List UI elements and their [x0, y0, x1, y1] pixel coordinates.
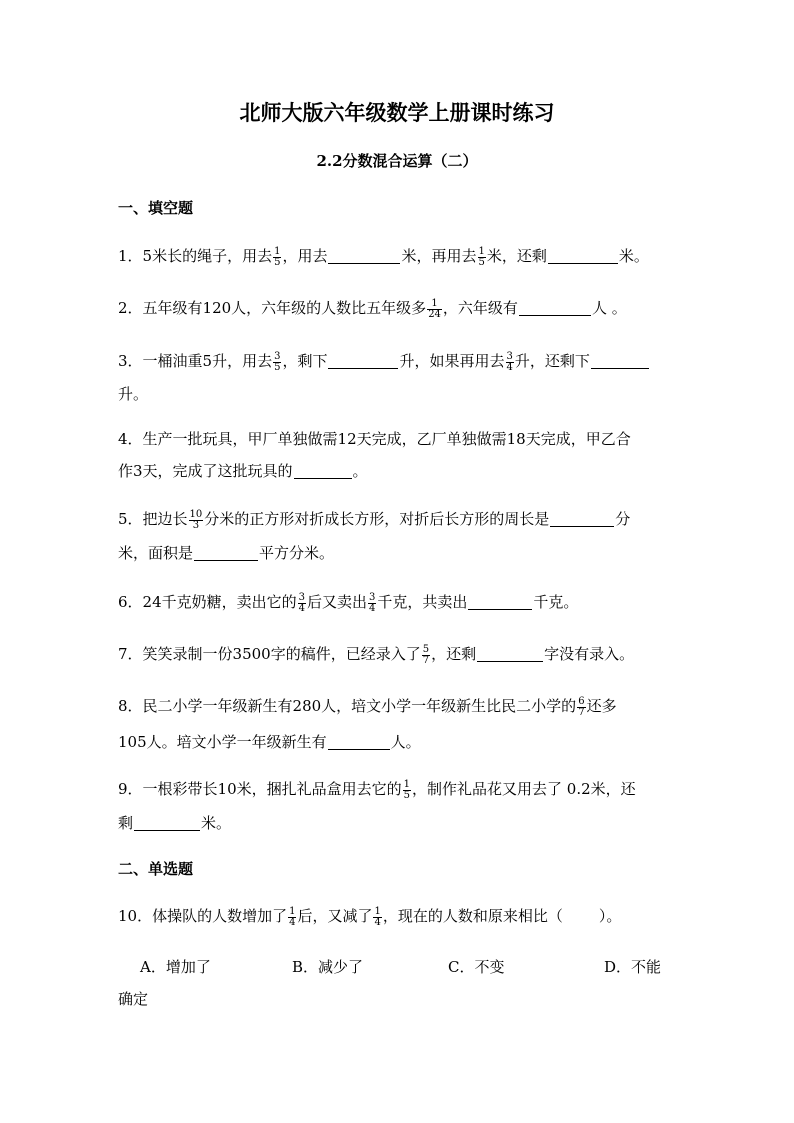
- answer-blank[interactable]: [548, 249, 618, 264]
- answer-blank[interactable]: [328, 354, 398, 369]
- question-5-cont: 米，面积是 平方分米。: [118, 544, 335, 562]
- fraction: $\frac{10}{3}$: [189, 508, 203, 531]
- fraction: $\frac{3}{5}$: [274, 350, 281, 373]
- answer-blank[interactable]: [591, 354, 649, 369]
- question-6: 6．24千克奶糖，卖出它的 $\frac{3}{4}$ 后又卖出 $\frac{3}{4}$ 千克，共卖出 千克。: [118, 591, 579, 614]
- question-1: 1．5米长的绳子，用去 $\frac{1}{5}$ ，用去 米，再用去 $\frac{1}{5}$ 米，还剩 米。: [118, 245, 649, 268]
- question-4-cont: 作3天，完成了这批玩具的 。: [118, 462, 368, 480]
- question-2: 2．五年级有120人，六年级的人数比五年级多 $\frac{1}{24}$ ，六年级有 人 。: [118, 297, 627, 320]
- fraction: $\frac{1}{4}$: [374, 905, 381, 928]
- answer-blank[interactable]: [550, 512, 614, 527]
- section-fill-heading: 一、填空题: [118, 199, 194, 217]
- question-4: 4．生产一批玩具，甲厂单独做需12天完成，乙厂单独做需18天完成，甲乙合: [118, 430, 631, 448]
- answer-blank[interactable]: [519, 301, 591, 316]
- choice-option-c[interactable]: C．不变: [448, 958, 505, 976]
- fraction: $\frac{6}{7}$: [578, 695, 585, 718]
- answer-blank[interactable]: [328, 735, 390, 750]
- choice-option-d[interactable]: D．不能: [604, 958, 662, 976]
- choice-option-a[interactable]: A．增加了: [140, 958, 211, 976]
- question-8: 8．民二小学一年级新生有280人，培文小学一年级新生比民二小学的 $\frac{6}{7}$ 还多: [118, 695, 617, 718]
- fraction: $\frac{5}{7}$: [422, 643, 430, 666]
- fraction: $\frac{3}{4}$: [369, 591, 376, 614]
- question-7: 7．笑笑录制一份3500字的稿件，已经录入了 $\frac{5}{7}$ ，还剩 字没有录入。: [118, 643, 635, 666]
- answer-blank[interactable]: [468, 595, 532, 610]
- question-5: 5．把边长 $\frac{10}{3}$ 分米的正方形对折成长方形，对折后长方形的周长是 分: [118, 508, 631, 531]
- question-10: 10．体操队的人数增加了 $\frac{1}{4}$ 后，又减了 $\frac{1}{4}$ ，现在的人数和原来相比（ ）。: [118, 905, 622, 928]
- question-3-cont: 升。: [118, 385, 149, 403]
- answer-blank[interactable]: [477, 647, 543, 662]
- page-title: 北师大版六年级数学上册课时练习: [239, 100, 555, 125]
- question-9-cont: 剩 米。: [118, 814, 232, 832]
- choice-option-d-cont: 确定: [118, 990, 149, 1008]
- answer-blank[interactable]: [328, 249, 400, 264]
- fraction: $\frac{3}{4}$: [298, 591, 306, 614]
- section-choice-heading: 二、单选题: [118, 860, 194, 878]
- question-3: 3．一桶油重5升，用去 $\frac{3}{5}$ ，剩下 升，如果再用去 $\frac{3}{4}$ 升，还剩下: [118, 350, 650, 373]
- answer-blank[interactable]: [294, 464, 352, 479]
- fraction: $\frac{3}{4}$: [506, 350, 513, 373]
- fraction: $\frac{1}{5}$: [403, 778, 411, 801]
- question-9: 9．一根彩带长10米，捆扎礼品盒用去它的 $\frac{1}{5}$ ，制作礼品花又用去了 0.2米，还: [118, 778, 636, 801]
- fraction: $\frac{1}{5}$: [274, 245, 281, 268]
- fraction: $\frac{1}{4}$: [289, 905, 296, 928]
- question-8-cont: 105人。培文小学一年级新生有 人。: [118, 733, 421, 751]
- page-subtitle: 2.2分数混合运算（二）: [316, 152, 478, 170]
- answer-blank[interactable]: [194, 546, 258, 561]
- fraction: $\frac{1}{5}$: [478, 245, 485, 268]
- answer-blank[interactable]: [134, 816, 200, 831]
- fraction: $\frac{1}{24}$: [428, 297, 441, 320]
- choice-option-b[interactable]: B．减少了: [292, 958, 364, 976]
